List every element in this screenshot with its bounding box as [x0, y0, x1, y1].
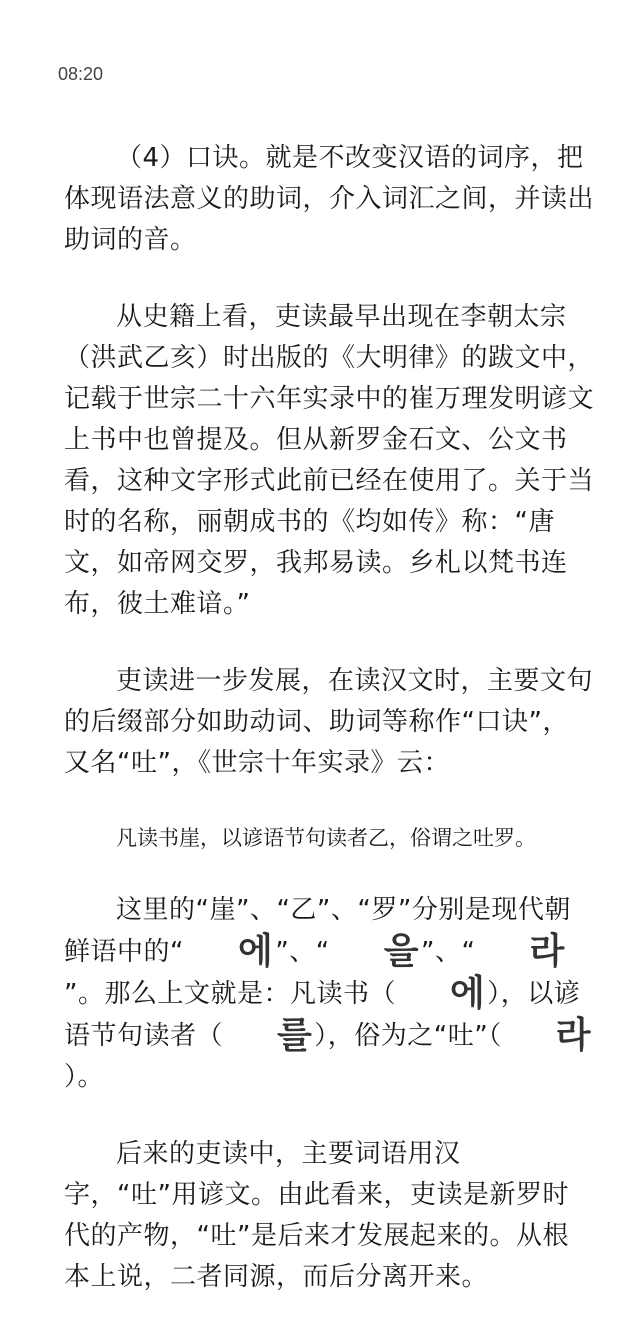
text-run: ），俗为之“吐”（ [314, 1021, 502, 1051]
paragraph-conclusion: 后来的吏读中，主要词语用汉字，“吐”用谚文。由此看来，吏读是新罗时代的产物，“吐”是后来才发展起来的。从根本上说，二者同源，而后分离开来。 [64, 1139, 569, 1292]
hangul-glyph: 에 [237, 931, 274, 972]
paragraph-korean-mapping [64, 890, 594, 1098]
hangul-glyph: 를 [277, 1015, 313, 1056]
paragraph-development: 吏读进一步发展，在读汉文时，主要文句的后缀部分如助动词、助词等称作“口诀”，又名“吐”，《世宗十年实录》云： [64, 666, 594, 778]
hangul-glyph: 을 [383, 931, 419, 972]
text-run: ），以谚语节句读者（ [64, 979, 581, 1051]
status-time: 08:20 [58, 64, 104, 84]
hangul-glyph: 라 [555, 1015, 592, 1056]
hangul-glyph: 라 [529, 931, 565, 972]
text-run: ）。 [64, 1062, 105, 1092]
text-run: ”、“ [275, 937, 330, 967]
text-run: ”、“ [421, 937, 476, 967]
hangul-glyph: 에 [449, 973, 486, 1014]
paragraph-history: 从史籍上看，吏读最早出现在李朝太宗（洪武乙亥）时出版的《大明律》的跋文中，记载于世宗二十六年实录中的崔万理发明谚文上书中也曾提及。但从新罗金石文、公文书看，这种文字形式此前已经在使用了。关于当时的名称，丽朝成书的《均如传》称：“唐文，如帝网交罗，我邦易读。乡札以梵书连布，彼土难谙。” [64, 302, 595, 619]
paragraph-koujue: （4）口诀。就是不改变汉语的词序，把体现语法意义的助词，介入词汇之间，并读出助词的音。 [64, 143, 595, 255]
text-run: ”。那么上文就是：凡读书（ [64, 979, 396, 1009]
block-quote: 凡读书崖，以谚语节句读者乙，俗谓之吐罗。 [116, 826, 536, 850]
article-body [64, 138, 594, 1334]
text-run: 这里的“崖”、“乙”、“罗”分别是现代朝鲜语中的“ [64, 895, 571, 967]
